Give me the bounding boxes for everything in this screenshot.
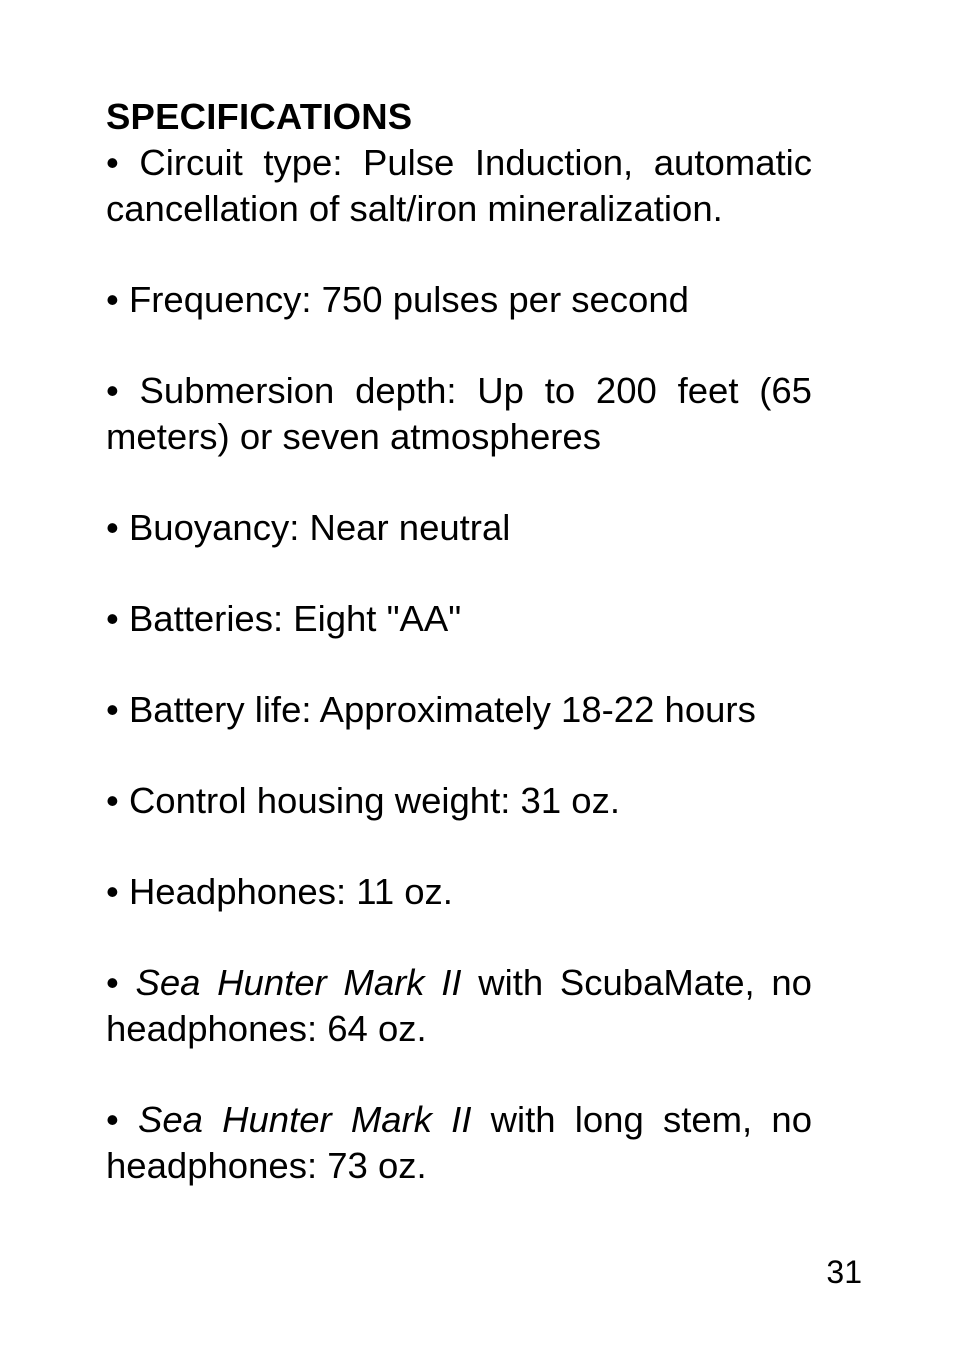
bullet: • [106,1099,119,1140]
bullet: • [106,962,119,1003]
spec-buoyancy [106,505,812,551]
bullet: • [106,598,119,639]
spec-control-housing-weight [106,778,812,824]
bullet: • [106,142,119,183]
spec-text: Submersion depth: Up to 200 feet (65 meters) or seven atmospheres [106,370,812,457]
spec-text: Battery life: Approximately 18-22 hours [128,689,756,730]
bullet: • [106,279,119,320]
spec-frequency [106,277,812,323]
specifications-section [106,94,812,1189]
bullet: • [106,689,119,730]
spec-text: Frequency: 750 pulses per second [128,279,689,320]
spec-weight-long-stem [106,1097,812,1189]
bullet: • [106,780,119,821]
spec-circuit-type [106,140,812,232]
spec-text: with ScubaMate, no headphones: 64 oz. [106,962,812,1049]
spec-text: Control housing weight: 31 oz. [128,780,620,821]
spec-text: Batteries: Eight "AA" [128,598,462,639]
spec-battery-life [106,687,812,733]
spec-text: Headphones: 11 oz. [128,871,453,912]
spec-text: Buoyancy: Near neutral [128,507,511,548]
spec-submersion-depth [106,368,812,460]
product-name: Sea Hunter Mark II [137,1099,472,1140]
section-heading: SPECIFICATIONS [106,96,413,137]
bullet: • [106,370,119,411]
spec-text: Circuit type: Pulse Induction, automatic cancellation of salt/iron mineralization. [106,142,812,229]
spec-batteries [106,596,812,642]
spec-text: with long stem, no headphones: 73 oz. [106,1099,812,1186]
spec-weight-scubamate [106,960,812,1052]
product-name: Sea Hunter Mark II [135,962,462,1003]
spec-headphones [106,869,812,915]
bullet: • [106,507,119,548]
bullet: • [106,871,119,912]
page-number: 31 [826,1254,862,1290]
